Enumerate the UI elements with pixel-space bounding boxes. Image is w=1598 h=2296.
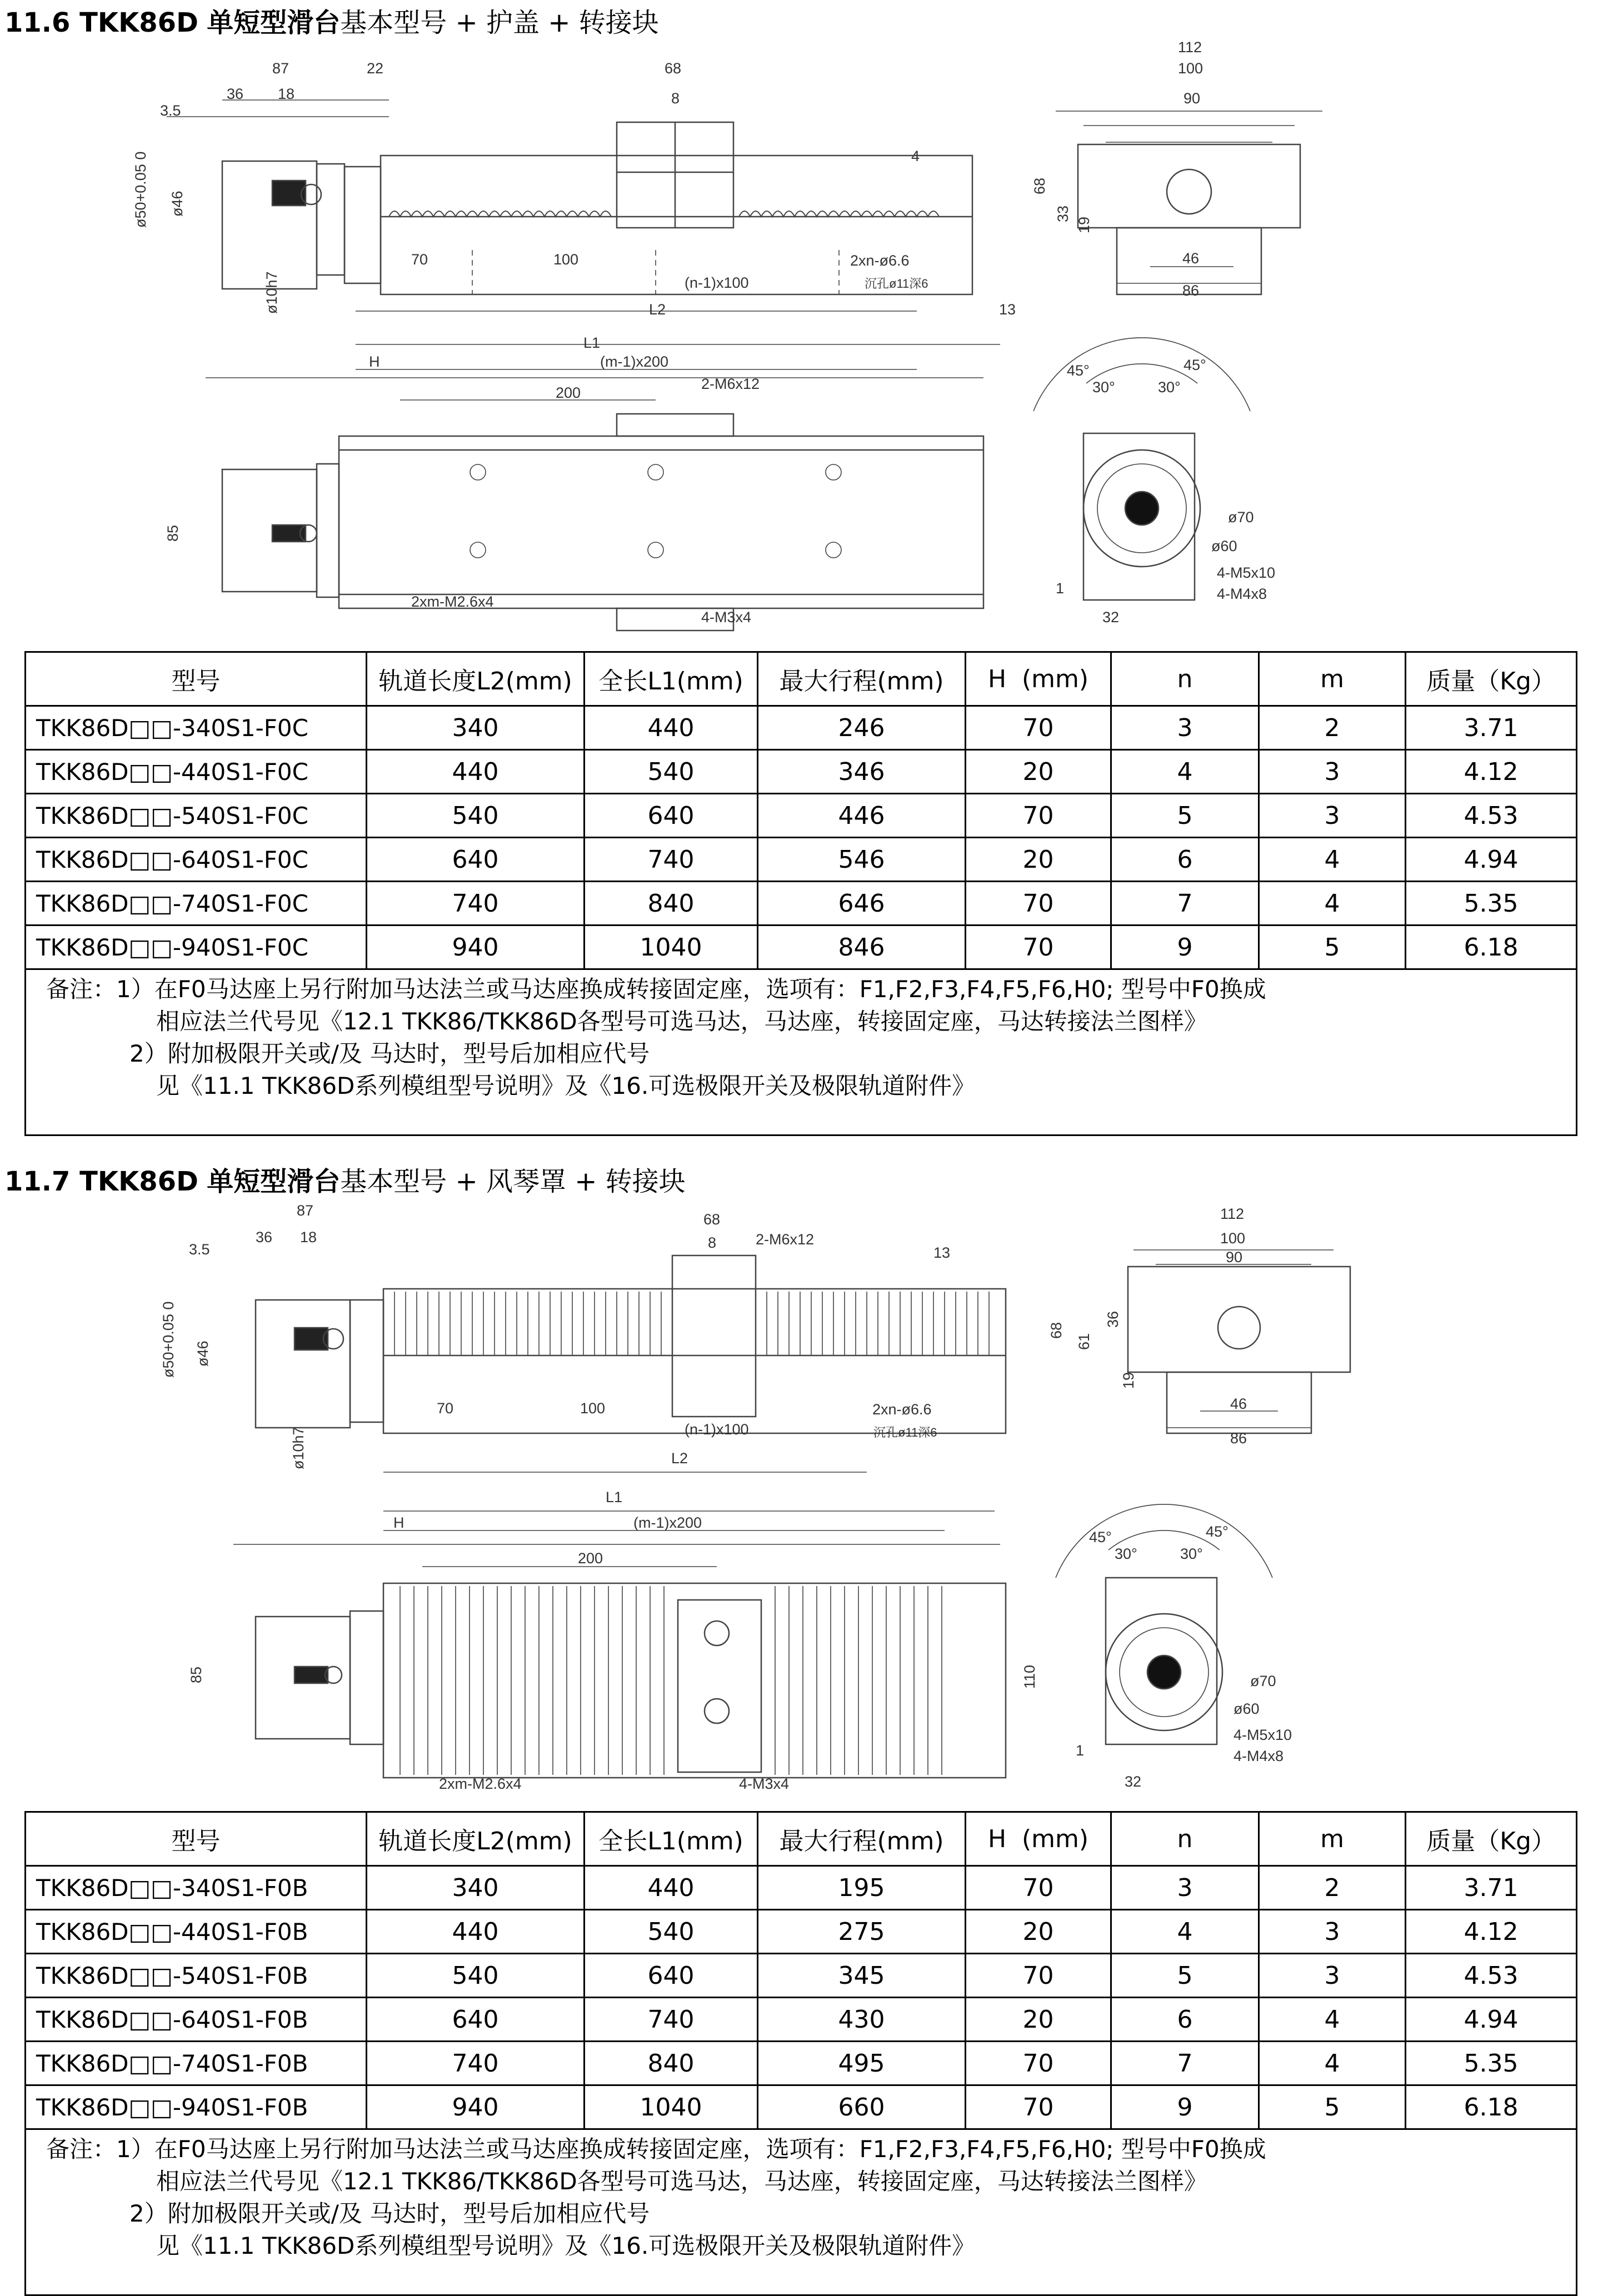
table-cell: 740 [585, 1998, 758, 2042]
dim-label: 4-M4x8 [1234, 1748, 1284, 1764]
dim-label: 36 [1105, 1310, 1121, 1328]
table-cell: 5.35 [1406, 882, 1577, 926]
table-row [26, 838, 1577, 882]
dim-label: 68 [1048, 1322, 1065, 1339]
table-cell: 20 [966, 1998, 1111, 2042]
column-header: m [1259, 1812, 1406, 1866]
table-cell: 440 [585, 706, 758, 750]
dim-label: 4-M3x4 [701, 609, 752, 626]
table-cell: 3 [1111, 706, 1259, 750]
table-row [26, 794, 1577, 838]
table-cell: 540 [367, 1954, 585, 1998]
dim-label: 36 [227, 86, 244, 102]
dim-label: (m-1)x200 [600, 353, 669, 370]
technical-drawing [0, 33, 1598, 639]
dim-label: ø10h7 [263, 271, 280, 314]
table-cell: 195 [758, 1866, 966, 1910]
table-cell: 246 [758, 706, 966, 750]
dim-label: 45° [1089, 1529, 1112, 1545]
table-cell: 6.18 [1406, 926, 1577, 969]
table-cell: TKK86D□□-540S1-F0C [26, 794, 367, 838]
dim-label: 85 [188, 1666, 204, 1683]
notes-row [26, 969, 1577, 1136]
column-header: H (mm) [966, 1812, 1111, 1866]
dim-label: ø60 [1234, 1700, 1260, 1717]
table-cell: 4.12 [1406, 1910, 1577, 1954]
table-cell: 275 [758, 1910, 966, 1954]
table-cell: 640 [367, 1998, 585, 2042]
table-cell: 3 [1259, 1954, 1406, 1998]
table-cell: TKK86D□□-640S1-F0B [26, 1998, 367, 2042]
note-line: 2）附加极限开关或/及 马达时，型号后加相应代号 [129, 1040, 650, 1067]
table-row [26, 1866, 1577, 1910]
table-cell: 440 [585, 1866, 758, 1910]
table-header-row [26, 652, 1577, 706]
table-cell: 540 [585, 750, 758, 794]
table-cell: 9 [1111, 2085, 1259, 2129]
dim-label: 86 [1230, 1430, 1247, 1447]
table-cell: 740 [367, 882, 585, 926]
column-header: 型号 [26, 652, 367, 706]
table-cell: 70 [966, 794, 1111, 838]
dim-label: 2xn-ø6.6 [872, 1401, 932, 1418]
table-cell: 70 [966, 1954, 1111, 1998]
table-row [26, 1998, 1577, 2042]
dim-label: 200 [556, 384, 581, 401]
dim-label: 3.5 [189, 1241, 210, 1258]
table-cell: 840 [585, 882, 758, 926]
table-cell: TKK86D□□-940S1-F0C [26, 926, 367, 969]
dim-label: (m-1)x200 [633, 1514, 702, 1531]
table-cell: 3.71 [1406, 706, 1577, 750]
table-row [26, 2085, 1577, 2129]
dim-label: 沉孔ø11深6 [873, 1425, 937, 1439]
table-cell: 640 [367, 838, 585, 882]
notes-row [26, 2129, 1577, 2295]
table-cell: 20 [966, 838, 1111, 882]
dim-label: 36 [256, 1229, 273, 1245]
notes-cell [26, 969, 1577, 1136]
table-cell: 340 [367, 1866, 585, 1910]
table-cell: 3 [1259, 750, 1406, 794]
column-header: n [1111, 652, 1259, 706]
dim-label: 200 [578, 1550, 603, 1567]
table-cell: 70 [966, 706, 1111, 750]
dim-label: 1 [1076, 1742, 1085, 1759]
table-cell: 740 [367, 2042, 585, 2085]
table-cell: 430 [758, 1998, 966, 2042]
dim-label: 61 [1076, 1333, 1092, 1350]
dim-label: 8 [671, 90, 680, 107]
table-cell: 540 [367, 794, 585, 838]
dim-label: ø60 [1211, 538, 1237, 554]
table-row [26, 882, 1577, 926]
table-cell: TKK86D□□-440S1-F0C [26, 750, 367, 794]
dim-label: L2 [649, 301, 666, 318]
dim-label: 2-M6x12 [756, 1231, 815, 1248]
table-cell: TKK86D□□-940S1-F0B [26, 2085, 367, 2129]
column-header: n [1111, 1812, 1259, 1866]
table-cell: 546 [758, 838, 966, 882]
dim-label: 100 [1220, 1230, 1246, 1247]
dim-label: 33 [1055, 205, 1071, 222]
dim-label: 85 [164, 524, 181, 542]
dim-label: 87 [297, 1202, 314, 1219]
dim-label: 90 [1226, 1249, 1243, 1265]
note-line: 见《11.1 TKK86D系列模组型号说明》及《16.可选极限开关及极限轨道附件》 [156, 2232, 976, 2259]
table-cell: 4.12 [1406, 750, 1577, 794]
table-cell: 840 [585, 2042, 758, 2085]
dim-label: ø70 [1250, 1673, 1276, 1689]
dim-label: 86 [1182, 282, 1200, 299]
table-cell: 440 [367, 1910, 585, 1954]
end-view [1056, 111, 1322, 294]
note-line: 备注：1）在F0马达座上另行附加马达法兰或马达座换成转接固定座，选项有：F1,F2,F3,F4,F5,F6,H0; 型号中F0换成 [46, 2135, 1266, 2163]
notes-cell [26, 2129, 1577, 2295]
dim-label: 18 [278, 86, 295, 102]
dim-label: 110 [1021, 1664, 1038, 1689]
dim-label: 68 [1031, 177, 1048, 194]
table-cell: 740 [585, 838, 758, 882]
dim-label: 87 [272, 60, 289, 77]
dim-label: ø50+0.05 0 [132, 151, 149, 228]
table-row [26, 1910, 1577, 1954]
column-header: 型号 [26, 1812, 367, 1866]
dim-label: ø50+0.05 0 [160, 1301, 177, 1378]
dim-label: ø10h7 [290, 1427, 307, 1469]
dim-label: 100 [553, 251, 579, 268]
dim-label: 4-M5x10 [1234, 1727, 1292, 1743]
plan-view [256, 1530, 1006, 1778]
dim-label: 68 [703, 1211, 721, 1228]
table-cell: TKK86D□□-540S1-F0B [26, 1954, 367, 1998]
table-header-row [26, 1812, 1577, 1866]
dim-label: 30° [1158, 379, 1181, 396]
table-cell: 7 [1111, 2042, 1259, 2085]
table-cell: 340 [367, 706, 585, 750]
dim-label: 112 [1220, 1205, 1245, 1222]
table-cell: 70 [966, 2085, 1111, 2129]
table-cell: 346 [758, 750, 966, 794]
section-title-bold: 单短型滑台 [207, 7, 341, 38]
note-line: 相应法兰代号见《12.1 TKK86/TKK86D各型号可选马达，马达座，转接固定座，马达转接法兰图样》 [156, 2168, 1207, 2195]
dim-label: 70 [437, 1400, 454, 1417]
dim-label: 45° [1206, 1523, 1229, 1540]
table-cell: 440 [367, 750, 585, 794]
table-cell: 940 [367, 926, 585, 969]
dim-label: L1 [583, 334, 601, 351]
table-cell: 70 [966, 1866, 1111, 1910]
dim-label: (n-1)x100 [685, 1421, 749, 1438]
column-header: 最大行程(mm) [758, 1812, 966, 1866]
table-cell: 4 [1259, 838, 1406, 882]
dim-label: L1 [606, 1489, 623, 1505]
table-cell: 3.71 [1406, 1866, 1577, 1910]
section-title-rest: 基本型号 + 护盖 + 转接块 [340, 7, 659, 38]
dim-label: 3.5 [160, 102, 181, 119]
dim-label: ø46 [194, 1340, 211, 1367]
dim-label: 100 [1178, 60, 1204, 77]
dim-label: 2-M6x12 [701, 376, 760, 392]
dim-label: 45° [1183, 357, 1206, 373]
table-cell: 3 [1259, 1910, 1406, 1954]
table-cell: 4 [1111, 750, 1259, 794]
table-cell: 2 [1259, 1866, 1406, 1910]
dim-label: L2 [671, 1450, 688, 1467]
dim-label: H [393, 1514, 405, 1531]
dim-label: 100 [580, 1400, 606, 1417]
column-header: 质量（Kg） [1406, 652, 1577, 706]
table-cell: 4 [1259, 1998, 1406, 2042]
table-cell: 4.53 [1406, 1954, 1577, 1998]
dim-label: 19 [1120, 1372, 1137, 1389]
table-cell: 345 [758, 1954, 966, 1998]
column-header: 轨道长度L2(mm) [367, 652, 585, 706]
dim-label: 46 [1182, 250, 1200, 267]
table-cell: 3 [1259, 794, 1406, 838]
column-header: H (mm) [966, 652, 1111, 706]
table-cell: 940 [367, 2085, 585, 2129]
dim-label: 18 [300, 1229, 317, 1245]
dim-label: 30° [1180, 1545, 1203, 1562]
table-cell: 5 [1259, 2085, 1406, 2129]
table-cell: 9 [1111, 926, 1259, 969]
table-cell: TKK86D□□-740S1-F0B [26, 2042, 367, 2085]
dim-label: 90 [1183, 90, 1201, 107]
dim-label: 13 [933, 1244, 951, 1261]
column-header: 质量（Kg） [1406, 1812, 1577, 1866]
table-row [26, 926, 1577, 969]
table-cell: 646 [758, 882, 966, 926]
column-header: 最大行程(mm) [758, 652, 966, 706]
dim-label: 30° [1115, 1545, 1137, 1562]
dim-label: (n-1)x100 [685, 274, 749, 291]
section-number: 11.7 TKK86D [4, 1166, 198, 1197]
table-cell: 540 [585, 1910, 758, 1954]
table-cell: 70 [966, 882, 1111, 926]
dim-label: 112 [1178, 39, 1202, 56]
table-cell: 5.35 [1406, 2042, 1577, 2085]
table-cell: 70 [966, 926, 1111, 969]
table-cell: 20 [966, 1910, 1111, 1954]
dim-label: 8 [708, 1234, 717, 1251]
section-title-bold: 单短型滑台 [207, 1166, 341, 1197]
technical-drawing [0, 1189, 1598, 1805]
table-cell: 4.94 [1406, 838, 1577, 882]
dim-label: 22 [367, 60, 384, 77]
dim-label: 4 [911, 148, 920, 164]
dim-label: 4-M5x10 [1217, 564, 1276, 581]
column-header: m [1259, 652, 1406, 706]
dim-label: 32 [1102, 609, 1120, 626]
table-cell: TKK86D□□-340S1-F0B [26, 1866, 367, 1910]
table-cell: 4 [1111, 1910, 1259, 1954]
table-cell: 6.18 [1406, 2085, 1577, 2129]
table-cell: 446 [758, 794, 966, 838]
table-cell: 4.53 [1406, 794, 1577, 838]
dim-label: 沉孔ø11深6 [865, 277, 928, 291]
table-cell: 1040 [585, 926, 758, 969]
column-header: 轨道长度L2(mm) [367, 1812, 585, 1866]
dim-label: 70 [411, 251, 428, 268]
spec-table [24, 1811, 1577, 2296]
table-cell: 4 [1259, 2042, 1406, 2085]
table-cell: 2 [1259, 706, 1406, 750]
table-cell: 1040 [585, 2085, 758, 2129]
dim-label: 32 [1125, 1773, 1142, 1790]
table-cell: 5 [1259, 926, 1406, 969]
section-title-rest: 基本型号 + 风琴罩 + 转接块 [340, 1166, 686, 1197]
dim-label: ø46 [169, 191, 186, 217]
spec-table [24, 651, 1577, 1136]
table-cell: TKK86D□□-640S1-F0C [26, 838, 367, 882]
note-line: 2）附加极限开关或/及 马达时，型号后加相应代号 [129, 2200, 650, 2227]
note-line: 相应法兰代号见《12.1 TKK86/TKK86D各型号可选马达，马达座，转接固定座，马达转接法兰图样》 [156, 1008, 1207, 1035]
table-cell: 3 [1111, 1866, 1259, 1910]
table-cell: 640 [585, 794, 758, 838]
dim-label: H [369, 353, 380, 370]
table-cell: 6 [1111, 838, 1259, 882]
table-cell: TKK86D□□-740S1-F0C [26, 882, 367, 926]
table-cell: 4.94 [1406, 1998, 1577, 2042]
dim-label: 4-M3x4 [739, 1775, 790, 1792]
section-number: 11.6 TKK86D [4, 7, 198, 38]
dim-label: ø70 [1228, 509, 1254, 526]
column-header: 全长L1(mm) [585, 652, 758, 706]
table-cell: 7 [1111, 882, 1259, 926]
table-row [26, 706, 1577, 750]
table-cell: 4 [1259, 882, 1406, 926]
table-row [26, 750, 1577, 794]
table-cell: 846 [758, 926, 966, 969]
dim-label: 19 [1076, 216, 1092, 233]
dim-label: 2xm-M2.6x4 [439, 1775, 522, 1792]
dim-label: 13 [999, 301, 1016, 318]
table-cell: 5 [1111, 1954, 1259, 1998]
table-cell: TKK86D□□-440S1-F0B [26, 1910, 367, 1954]
dim-label: 46 [1230, 1395, 1247, 1412]
dim-label: 2xn-ø6.6 [850, 252, 910, 269]
dim-label: 30° [1092, 379, 1115, 396]
table-cell: 660 [758, 2085, 966, 2129]
table-cell: 70 [966, 2042, 1111, 2085]
table-cell: 5 [1111, 794, 1259, 838]
dim-label: 68 [665, 60, 682, 77]
dim-label: 1 [1056, 580, 1065, 597]
table-cell: 6 [1111, 1998, 1259, 2042]
flange-view [1033, 338, 1250, 600]
plan-view [222, 369, 983, 631]
dim-label: 45° [1067, 362, 1090, 379]
column-header: 全长L1(mm) [585, 1812, 758, 1866]
table-cell: 640 [585, 1954, 758, 1998]
table-row [26, 2042, 1577, 2085]
table-cell: 495 [758, 2042, 966, 2085]
table-row [26, 1954, 1577, 1998]
dim-label: 4-M4x8 [1217, 586, 1267, 602]
note-line: 备注：1）在F0马达座上另行附加马达法兰或马达座换成转接固定座，选项有：F1,F2,F3,F4,F5,F6,H0; 型号中F0换成 [46, 976, 1266, 1003]
dim-label: 2xm-M2.6x4 [411, 593, 494, 610]
table-cell: TKK86D□□-340S1-F0C [26, 706, 367, 750]
note-line: 见《11.1 TKK86D系列模组型号说明》及《16.可选极限开关及极限轨道附件》 [156, 1072, 976, 1099]
table-cell: 20 [966, 750, 1111, 794]
